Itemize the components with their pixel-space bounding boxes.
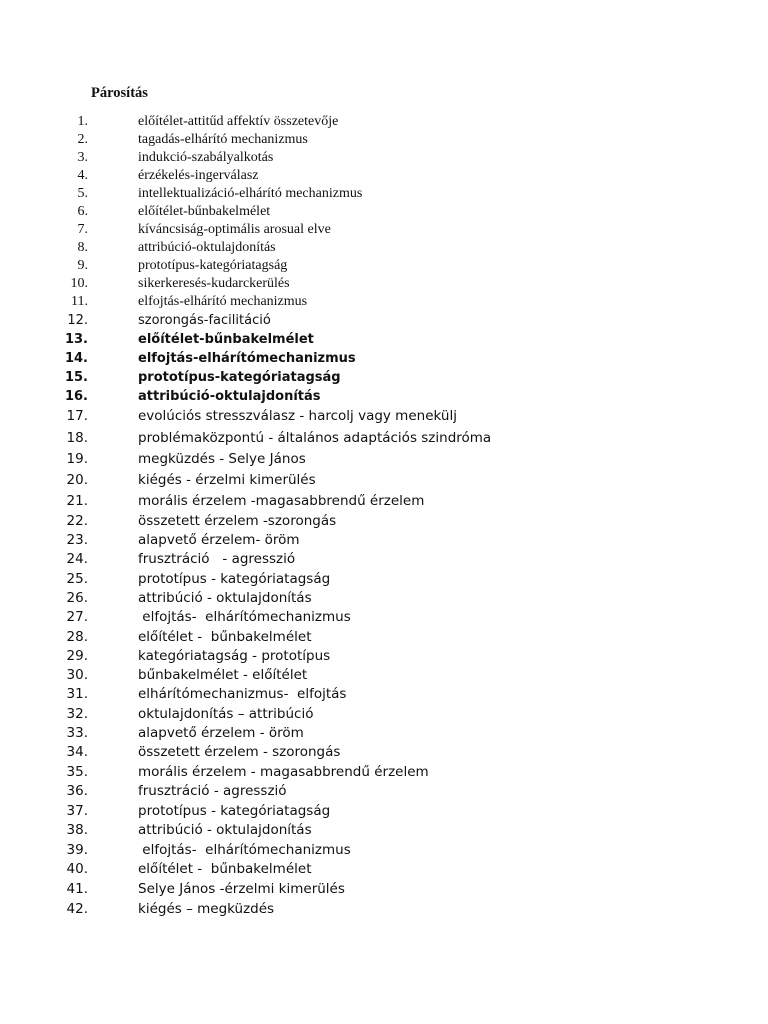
list-item-text: prototípus - kategóriatagság — [138, 803, 331, 819]
list-item-text: kategóriatagság - prototípus — [138, 648, 331, 664]
list-item-text: morális érzelem -magasabbrendű érzelem — [138, 493, 425, 509]
list-item-text: kiégés - érzelmi kimerülés — [138, 472, 316, 488]
list-item-number: 6. — [77, 204, 88, 219]
list-item-number: 1. — [77, 114, 88, 129]
list-item-text: alapvető érzelem- öröm — [138, 532, 300, 548]
list-item-number: 24. — [66, 551, 88, 567]
list-item-text: tagadás-elhárító mechanizmus — [138, 132, 308, 147]
list-item-number: 2. — [77, 132, 88, 147]
list-item-text: kíváncsiság-optimális arosual elve — [138, 222, 331, 237]
list-item-number: 34. — [66, 744, 88, 760]
list-item-text: Selye János -érzelmi kimerülés — [138, 881, 345, 897]
list-item-text: attribúció-oktulajdonítás — [138, 389, 321, 404]
list-item-number: 22. — [66, 513, 88, 529]
list-item-text: prototípus-kategóriatagság — [138, 258, 288, 273]
list-item-text: attribúció-oktulajdonítás — [138, 240, 276, 255]
list-item-text: attribúció - oktulajdonítás — [138, 590, 312, 606]
list-item-number: 30. — [66, 667, 88, 683]
list-item-text: frusztráció - agresszió — [138, 783, 287, 799]
list-item-number: 10. — [70, 276, 88, 291]
list-item-text: elfojtás- elhárítómechanizmus — [138, 609, 351, 625]
list-item-text: problémaközpontú - általános adaptációs szindróma — [138, 430, 492, 446]
list-item-number: 37. — [66, 803, 88, 819]
list-item-text: elfojtás-elhárító mechanizmus — [138, 294, 308, 309]
list-item-number: 3. — [77, 150, 88, 165]
list-item-text: előítélet-bűnbakelmélet — [138, 204, 271, 219]
list-item-number: 7. — [77, 222, 88, 237]
list-item-number: 35. — [66, 764, 88, 780]
list-item-number: 41. — [66, 881, 88, 897]
list-item-number: 20. — [66, 472, 88, 488]
list-item-text: összetett érzelem -szorongás — [138, 513, 337, 529]
list-item-text: alapvető érzelem - öröm — [138, 725, 304, 741]
list-item-number: 5. — [77, 186, 88, 201]
list-item-text: prototípus-kategóriatagság — [138, 370, 341, 385]
list-item-number: 15. — [64, 370, 88, 385]
list-item-number: 31. — [66, 686, 88, 702]
list-item-number: 18. — [66, 430, 88, 446]
list-item-text: bűnbakelmélet - előítélet — [138, 667, 308, 683]
list-item-text: sikerkeresés-kudarckerülés — [138, 276, 290, 291]
list-item-number: 33. — [66, 725, 88, 741]
list-item-number: 42. — [66, 901, 88, 917]
list-item-text: szorongás-facilitáció — [138, 313, 271, 328]
list-item-text: elhárítómechanizmus- elfojtás — [138, 686, 347, 702]
list-item-number: 26. — [66, 590, 88, 606]
list-item-text: elfojtás- elhárítómechanizmus — [138, 842, 351, 858]
list-item-number: 29. — [66, 648, 88, 664]
list-item-number: 13. — [64, 332, 88, 347]
list-item-text: megküzdés - Selye János — [138, 451, 306, 467]
list-item-text: előítélet - bűnbakelmélet — [138, 629, 312, 645]
list-item-text: érzékelés-ingerválasz — [138, 168, 259, 183]
list-item-number: 8. — [77, 240, 88, 255]
list-item-number: 17. — [66, 408, 88, 424]
page-title: Párosítás — [91, 85, 148, 101]
list-item-text: frusztráció - agresszió — [138, 551, 296, 567]
list-item-number: 40. — [66, 861, 88, 877]
list-item-text: előítélet-bűnbakelmélet — [138, 332, 314, 347]
list-item-number: 23. — [66, 532, 88, 548]
list-item-text: intellektualizáció-elhárító mechanizmus — [138, 186, 363, 201]
list-item-number: 21. — [66, 493, 88, 509]
list-item-number: 19. — [66, 451, 88, 467]
list-item-number: 9. — [77, 258, 88, 273]
list-item-number: 32. — [66, 706, 88, 722]
list-item-number: 39. — [66, 842, 88, 858]
list-item-text: elfojtás-elhárítómechanizmus — [138, 351, 356, 366]
list-item-text: evolúciós stresszválasz - harcolj vagy menekülj — [138, 408, 457, 424]
list-item-text: prototípus - kategóriatagság — [138, 571, 331, 587]
list-item-number: 16. — [64, 389, 88, 404]
list-item-text: attribúció - oktulajdonítás — [138, 822, 312, 838]
list-item-number: 36. — [66, 783, 88, 799]
list-item-text: előítélet-attitűd affektív összetevője — [138, 114, 339, 129]
list-item-number: 4. — [77, 168, 88, 183]
list-item-number: 38. — [66, 822, 88, 838]
list-item-text: összetett érzelem - szorongás — [138, 744, 341, 760]
list-item-number: 27. — [66, 609, 88, 625]
list-item-number: 14. — [64, 351, 88, 366]
list-item-text: morális érzelem - magasabbrendű érzelem — [138, 764, 429, 780]
list-item-number: 25. — [66, 571, 88, 587]
list-item-text: előítélet - bűnbakelmélet — [138, 861, 312, 877]
list-item-text: kiégés – megküzdés — [138, 901, 275, 917]
list-item-text: indukció-szabályalkotás — [138, 150, 274, 165]
list-item-text: oktulajdonítás – attribúció — [138, 706, 314, 722]
list-item-number: 12. — [67, 313, 88, 328]
list-item-number: 28. — [66, 629, 88, 645]
list-item-number: 11. — [71, 294, 88, 309]
